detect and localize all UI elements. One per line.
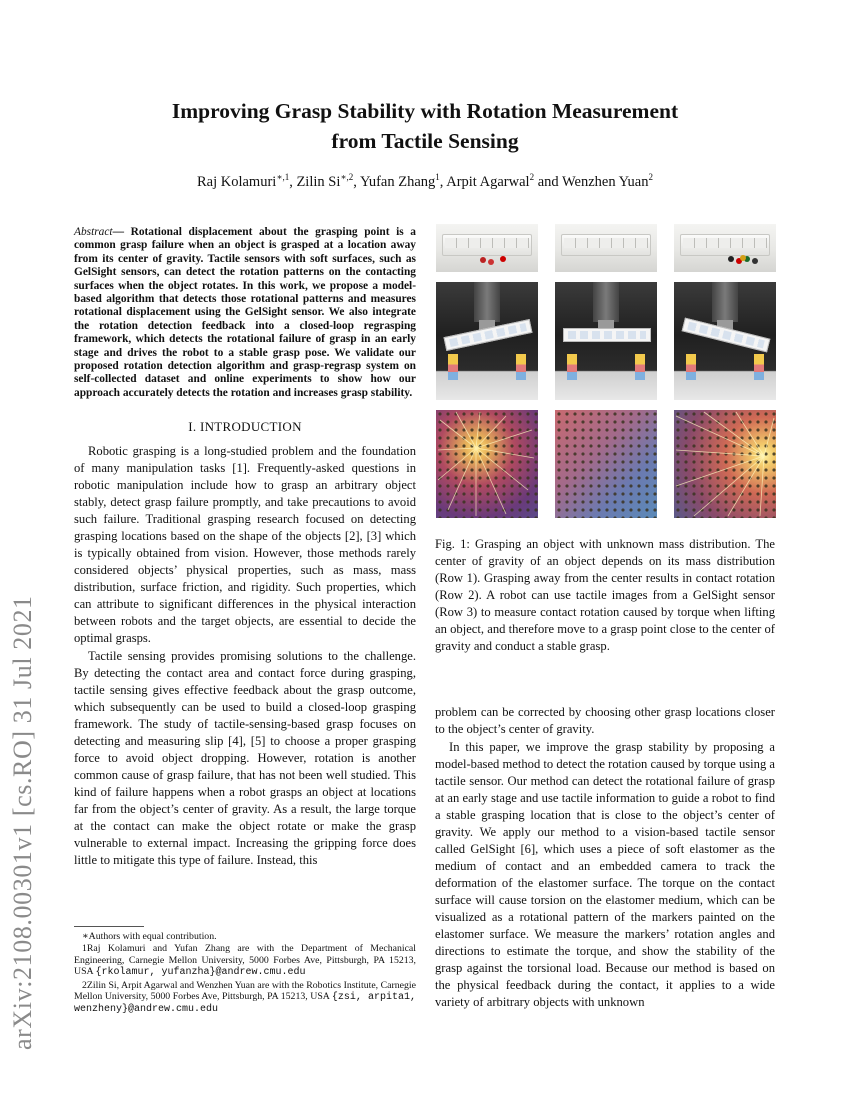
figure-row2-image-middle (555, 282, 657, 400)
author-affiliation-mark: 1 (435, 172, 440, 182)
gripper (593, 282, 619, 322)
figure-row3-tactile-middle (555, 410, 657, 518)
author-separator: , (353, 173, 360, 190)
grasped-object (563, 328, 651, 342)
author-name: Raj Kolamuri (196, 173, 277, 190)
footnote-1-email: {rkolamur, yufanzha}@andrew.cmu.edu (95, 967, 306, 979)
support-post (516, 354, 526, 380)
beans (476, 255, 532, 265)
beans (714, 255, 770, 265)
abstract-label: Abstract (74, 226, 113, 238)
section-heading: I. INTRODUCTION (188, 419, 302, 435)
author-name: Arpit Agarwal (446, 173, 530, 190)
figure-row3-tactile-left (436, 410, 538, 518)
support-post (567, 354, 577, 380)
author-affiliation-mark: 2 (529, 172, 535, 182)
paragraph: Tactile sensing provides promising solutions to the challenge. By detecting the contact area and contact force during grasping, tactile sensing gives effective feedback about the grasp outcome, which subsequently can be used to build a closed-loop grasping framework. The study of tactile-sensing-based grasp focuses on detecting and measuring slip [4], [5] to choose a proper grasping force to avoid object dropping. However, rotation is another common cause of grasp failure, that has not been well studied. This kind of failure happens when a robot grasps an object at locations far from the object’s center of gravity. As a result, the large torque at the contact can make the object rotate or make the grasp vulnerable to external impact. Increasing the gripping force does little to mitigate this type of failure. Instead, this (74, 649, 416, 868)
rotation-field (436, 410, 538, 518)
pill-box-cells (445, 238, 529, 248)
footnote-rule (74, 926, 144, 927)
author-separator: , (289, 173, 297, 190)
paragraph: Robotic grasping is a long-studied problem and the foundation of many manipulation tasks [1]. Frequently-asked questions in robotic manipulation include how to grasp an arbitrary object stably, detect grasp failure promptly, and take precautions to avoid such failure. Traditional grasping research focused on detecting grasping locations based on the shape of the objects [2], [3] which is typically obtained from vision. However, those methods rarely considered objects’ physical properties, such as mass, mass distribution, surface friction, and rigidity. Such properties, which can attribute to significant differences in the physical interaction between robots and the target objects, are essential to decide the optimal grasps. (74, 444, 416, 646)
figure-row1-image-right (674, 224, 776, 272)
gripper (712, 282, 738, 322)
author-separator: , (439, 173, 447, 190)
author-name: Wenzhen Yuan (562, 173, 649, 190)
figure-row1-image-left (436, 224, 538, 272)
author-affiliation-mark: 2 (648, 172, 653, 182)
left-column (74, 226, 416, 869)
footnote-1 (74, 943, 416, 978)
figure-1 (436, 224, 776, 522)
rotation-field (674, 410, 776, 518)
pill-box-cells (564, 238, 648, 248)
paragraph: problem can be corrected by choosing other grasp locations closer to the object’s center of gravity. (435, 705, 775, 736)
footnote-1-text: 1Raj Kolamuri and Yufan Zhang are with the Department of Mechanical Engineering, Carnegie Mellon University, 5000 Forbes Ave, Pittsburgh, PA 15213, USA (74, 943, 416, 978)
author-separator: and (534, 173, 563, 190)
paragraph: In this paper, we improve the grasp stability by proposing a model-based method to detect the rotation caused by torque using a tactile sensor. Our method can detect the rotational failure of grasp at an early stage and use tactile information to guide a robot to find a stable grasping location that is close to the object’s center of gravity. We apply our method to a vision-based tactile sensor called GelSight [6], which uses a piece of soft elastomer as the medium of contact and an embedded camera to track the deformation of the elastomer surface. The torque on the contact surface will cause torsion on the elastomer medium, which can be visualized as a rotational pattern of the markers painted on the elastomer surface. We measure the markers’ rotation angles and directions to estimate the torque, and show the stability of the grasp against the torsional load. Because our method is based on the physical feedback during the contact, it applies to a wide variety of arbitrary objects with unknown (435, 740, 775, 1009)
footnote-2-text: 2Zilin Si, Arpit Agarwal and Wenzhen Yuan are with the Robotics Institute, Carnegie Mellon University, 5000 Forbes Ave, Pittsburgh, PA 15213, USA (74, 979, 416, 1003)
support-post (448, 354, 458, 380)
title-line-2: from Tactile Sensing (331, 129, 519, 153)
figure-row2-image-right (674, 282, 776, 400)
figure-row2-image-left (436, 282, 538, 400)
introduction-text (74, 443, 416, 869)
arxiv-identifier: arXiv:2108.00301v1 [cs.RO] 31 Jul 2021 (8, 595, 37, 1050)
author-name: Zilin Si (296, 173, 341, 190)
support-post (754, 354, 764, 380)
gripper (474, 282, 500, 322)
figure-caption: Fig. 1: Grasping an object with unknown mass distribution. The center of gravity of an object depends on its mass distribution (Row 1). Grasping away from the center results in contact rotation (Row 2). A robot can use tactile images from a GelSight sensor (Row 3) to measure contact rotation caused by torque when lifting an object, and therefore move to a grasp point close to the center of gravity and conduct a stable grasp. (435, 537, 775, 653)
abstract (74, 226, 416, 400)
author-affiliation-mark: ∗,1 (276, 172, 290, 182)
author-list (80, 172, 770, 191)
figure-row3-tactile-right (674, 410, 776, 518)
right-column-text (435, 704, 775, 1011)
abstract-text: — Rotational displacement about the grasping point is a common grasp failure when an object is grasped at a location away from its center of gravity. Tactile sensors with soft surfaces, such as GelSight sensors, can detect the rotation patterns on the contacting surfaces when the object rotates. In this work, we propose a model-based algorithm that detects those rotational patterns and measures rotational displacement using the GelSight sensor. We also integrate the rotation detection feedback into a closed-loop regrasping framework, which detects the rotational failure of grasp in an early stage and drives the robot to a stable grasp pose. We validate our proposed rotation detection algorithm and grasp-regrasp system on self-collected dataset and online experiments to show how our approach accurately detects the rotation and increases grasp stability. (74, 226, 416, 399)
pill-box-cells (683, 238, 767, 248)
figure-row1-image-middle (555, 224, 657, 272)
author-name: Yufan Zhang (359, 173, 436, 190)
support-post (686, 354, 696, 380)
support-post (635, 354, 645, 380)
paper-title (80, 96, 770, 156)
footnote-2-email: {zsi, arpita1, wenzheny}@andrew.cmu.edu (74, 992, 416, 1016)
footnotes (74, 931, 416, 1017)
footnote-2 (74, 980, 416, 1016)
author-affiliation-mark: ∗,2 (340, 172, 354, 182)
title-line-1: Improving Grasp Stability with Rotation Measurement (171, 99, 679, 123)
footnote-equal-contribution: ∗Authors with equal contribution. (82, 931, 217, 942)
